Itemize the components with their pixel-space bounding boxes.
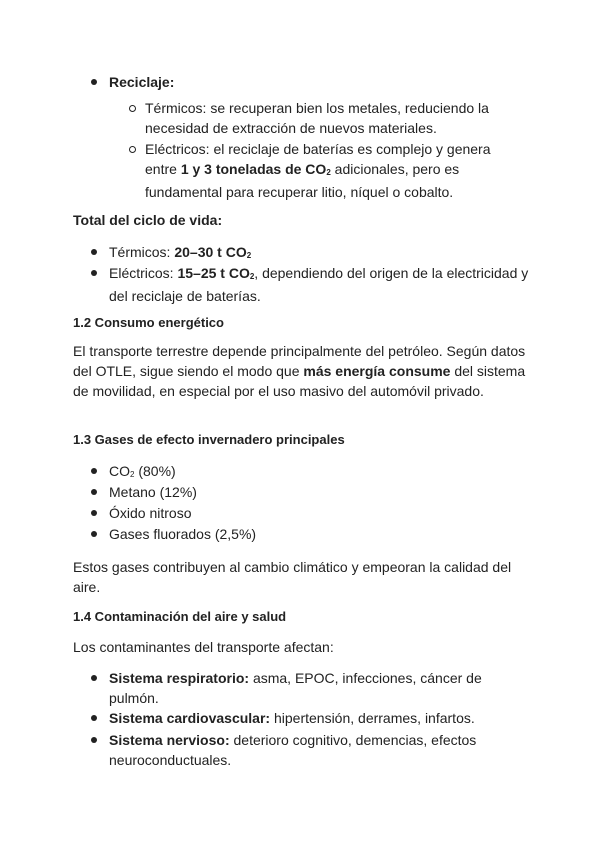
section-1-3-note: Estos gases contribuyen al cambio climático y empeoran la calidad del aire. — [73, 559, 512, 595]
bullet — [91, 72, 101, 92]
bullet — [91, 242, 101, 262]
health-item: Sistema cardiovascular: hipertensión, derrames, infartos. — [109, 710, 475, 726]
reciclaje-label: Reciclaje: — [109, 74, 175, 90]
section-1-3-heading: 1.3 Gases de efecto invernadero principales — [73, 432, 345, 447]
health-item: Sistema respiratorio: asma, EPOC, infecciones, cáncer de pulmón. — [109, 670, 482, 706]
bullet — [91, 524, 101, 544]
health-item: Sistema nervioso: deterioro cognitivo, demencias, efectos neuroconductuales. — [109, 732, 477, 768]
section-1-2-heading: 1.2 Consumo energético — [73, 315, 224, 330]
section-1-2-paragraph: El transporte terrestre depende principalmente del petróleo. Según datos del OTLE, sigue siendo el modo que más energía consume del sistema de movilidad, en especial por el uso masivo del automóvil privado. — [73, 343, 526, 399]
gas-item: Gases fluorados (2,5%) — [109, 526, 257, 542]
bullet — [91, 503, 101, 523]
bullet — [91, 263, 101, 283]
gas-item: Óxido nitroso — [109, 505, 192, 521]
gas-item: Metano (12%) — [109, 484, 197, 500]
bullet — [91, 668, 101, 688]
section-1-4-heading: 1.4 Contaminación del aire y salud — [73, 609, 287, 624]
bullet — [91, 482, 101, 502]
bullet — [91, 708, 101, 728]
total-termicos: Térmicos: 20–30 t $CO_2$ — [109, 244, 252, 260]
bullet — [91, 461, 101, 481]
sub-bullet — [129, 98, 139, 118]
total-heading: Total del ciclo de vida: — [73, 212, 223, 228]
total-electricos: Eléctricos: 15–25 t $CO_2$, dependiendo del origen de la electricidad y del reciclaje de baterías. — [109, 265, 529, 304]
section-1-4-intro: Los contaminantes del transporte afectan: — [73, 639, 334, 655]
reciclaje-termicos: Térmicos: se recuperan bien los metales, reduciendo la necesidad de extracción de nuevos materiales. — [145, 100, 489, 136]
reciclaje-electricos: Eléctricos: el reciclaje de baterías es complejo y genera entre 1 y 3 toneladas de $CO_2$ adicionales, pero es fundamental para recuperar litio, níquel o cobalto. — [145, 141, 491, 200]
gas-item: $CO_2$ (80%) — [109, 463, 176, 479]
bullet — [91, 730, 101, 750]
sub-bullet — [129, 139, 139, 159]
